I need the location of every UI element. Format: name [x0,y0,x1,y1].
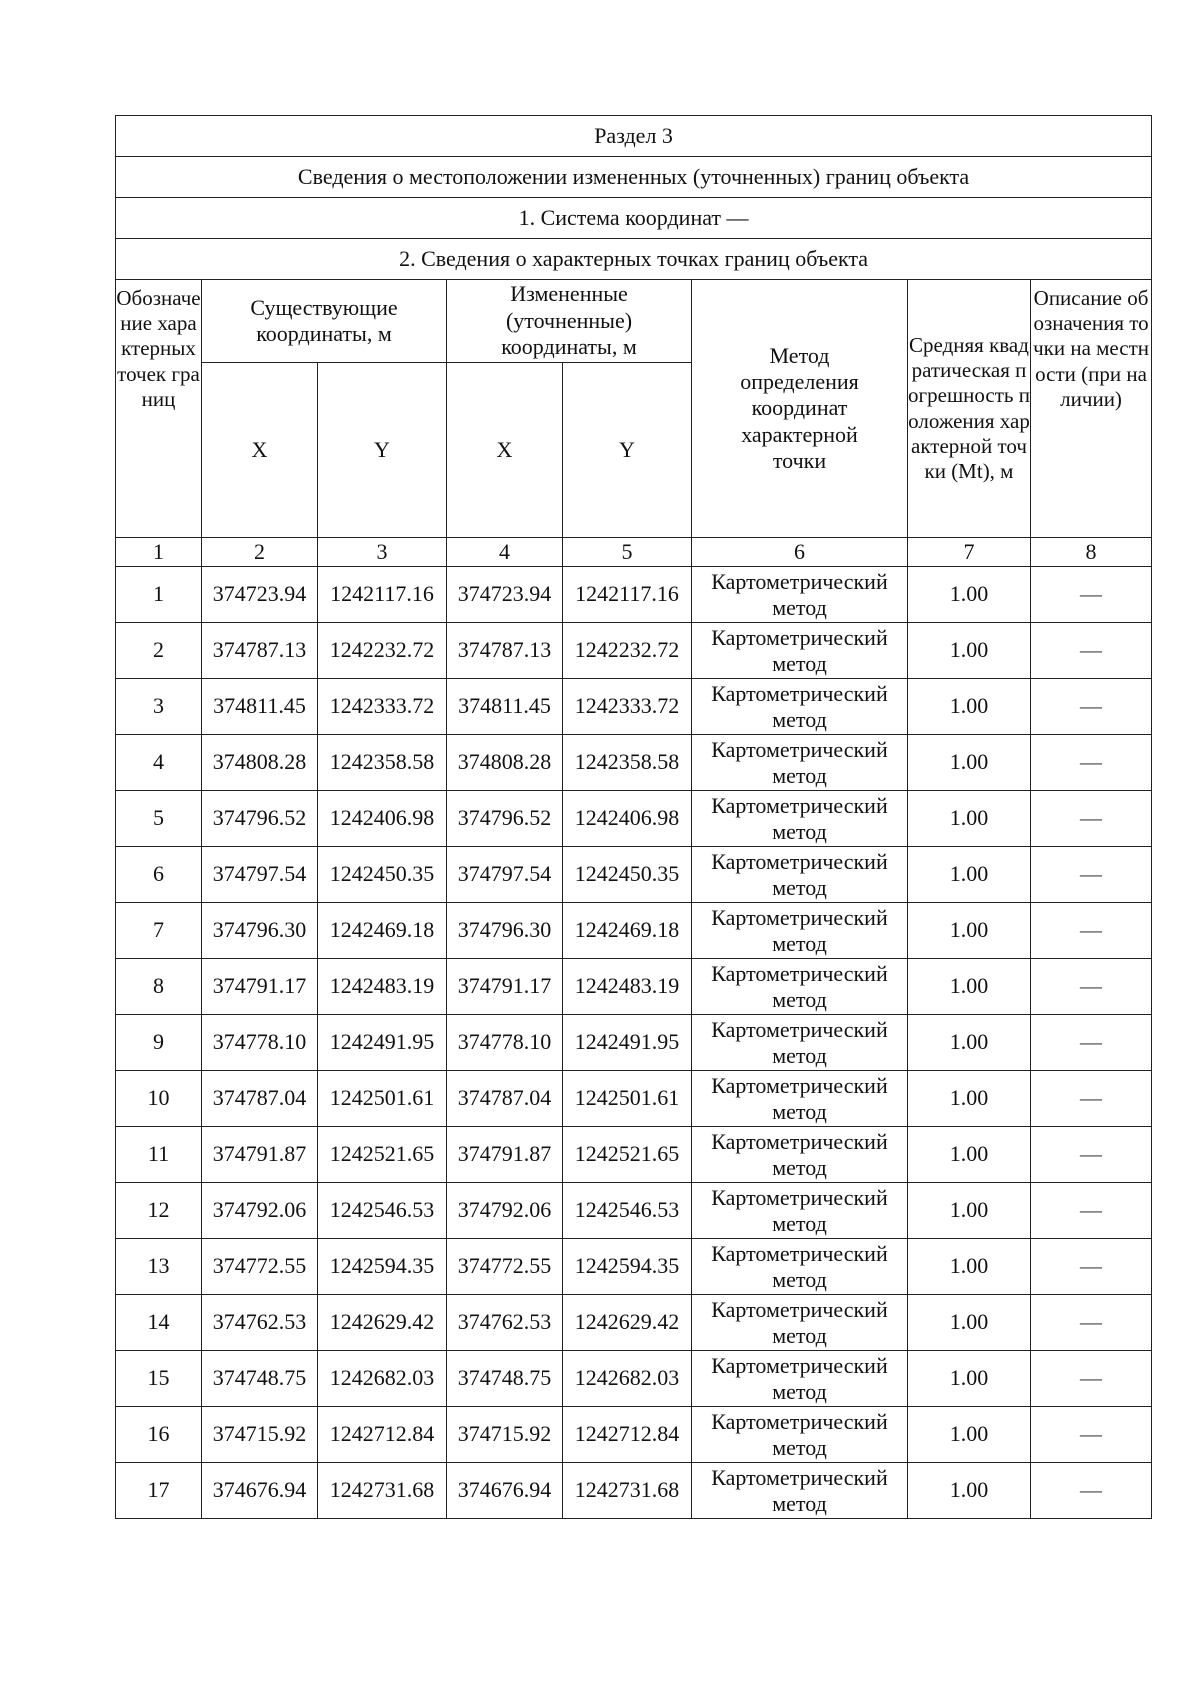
existing-x-cell: 374723.94 [202,567,318,623]
point-number-cell: 2 [116,623,202,679]
method-text: Картометрический [711,737,888,763]
description-cell: — [1031,1015,1152,1071]
changed-x-cell: 374808.28 [447,735,563,791]
existing-x-cell: 374787.13 [202,623,318,679]
accuracy-cell: 1.00 [908,735,1031,791]
header-changed-y: Y [563,363,692,538]
column-number: 8 [1031,538,1152,567]
column-number: 2 [202,538,318,567]
changed-x-cell: 374797.54 [447,847,563,903]
accuracy-cell: 1.00 [908,791,1031,847]
description-cell: — [1031,679,1152,735]
method-text: метод [772,1042,827,1068]
description-cell: — [1031,1127,1152,1183]
existing-y-cell: 1242629.42 [318,1295,447,1351]
changed-y-cell: 1242712.84 [563,1407,692,1463]
accuracy-cell: 1.00 [908,1351,1031,1407]
method-text: метод [772,1378,827,1404]
method-text: Картометрический [711,1073,888,1099]
method-text: Картометрический [711,793,888,819]
header-row-top [116,280,1152,363]
method-text: метод [772,594,827,620]
method-cell [692,1183,908,1239]
method-cell [692,623,908,679]
existing-x-cell: 374791.17 [202,959,318,1015]
changed-x-cell: 374796.30 [447,903,563,959]
accuracy-cell: 1.00 [908,1183,1031,1239]
header-accuracy: Средняя квадратическая погрешность положения характерной точки (Mt), м [908,280,1031,538]
table-row [116,567,1152,623]
changed-y-cell: 1242501.61 [563,1071,692,1127]
point-number-cell: 12 [116,1183,202,1239]
method-text: метод [772,1210,827,1236]
changed-y-cell: 1242682.03 [563,1351,692,1407]
method-text: Картометрический [711,1129,888,1155]
point-number-cell: 4 [116,735,202,791]
method-text: метод [772,1490,827,1516]
header-existing-y: Y [318,363,447,538]
point-number-cell: 6 [116,847,202,903]
method-text: метод [772,874,827,900]
table-row [116,1071,1152,1127]
point-number-cell: 8 [116,959,202,1015]
table-row [116,1407,1152,1463]
existing-x-cell: 374808.28 [202,735,318,791]
description-cell: — [1031,1071,1152,1127]
method-cell [692,1463,908,1519]
point-number-cell: 3 [116,679,202,735]
existing-y-cell: 1242406.98 [318,791,447,847]
method-cell [692,567,908,623]
changed-y-cell: 1242450.35 [563,847,692,903]
changed-x-cell: 374811.45 [447,679,563,735]
changed-y-cell: 1242491.95 [563,1015,692,1071]
table-row [116,623,1152,679]
changed-x-cell: 374762.53 [447,1295,563,1351]
header-existing-x: X [202,363,318,538]
existing-x-cell: 374762.53 [202,1295,318,1351]
method-cell [692,1351,908,1407]
point-number-cell: 7 [116,903,202,959]
changed-x-cell: 374796.52 [447,791,563,847]
description-cell: — [1031,1351,1152,1407]
method-cell [692,1295,908,1351]
table-row [116,847,1152,903]
column-number: 3 [318,538,447,567]
method-text: метод [772,930,827,956]
method-text: Картометрический [711,1297,888,1323]
description-cell: — [1031,1463,1152,1519]
header-method: Метод определения координат характерной точки [692,280,908,538]
existing-y-cell: 1242521.65 [318,1127,447,1183]
table-row [116,903,1152,959]
table-row [116,1015,1152,1071]
description-cell: — [1031,735,1152,791]
method-text: Картометрический [711,1241,888,1267]
method-cell [692,903,908,959]
existing-x-cell: 374676.94 [202,1463,318,1519]
changed-x-cell: 374748.75 [447,1351,563,1407]
changed-x-cell: 374791.87 [447,1127,563,1183]
table-row [116,1463,1152,1519]
existing-y-cell: 1242333.72 [318,679,447,735]
table-row [116,1351,1152,1407]
accuracy-cell: 1.00 [908,903,1031,959]
changed-x-cell: 374791.17 [447,959,563,1015]
changed-y-cell: 1242358.58 [563,735,692,791]
changed-y-cell: 1242594.35 [563,1239,692,1295]
accuracy-cell: 1.00 [908,1463,1031,1519]
method-text: метод [772,986,827,1012]
method-text: метод [772,1434,827,1460]
changed-x-cell: 374772.55 [447,1239,563,1295]
description-cell: — [1031,1183,1152,1239]
method-text: Картометрический [711,961,888,987]
method-text: метод [772,762,827,788]
method-text: Картометрический [711,1185,888,1211]
method-text: метод [772,706,827,732]
description-cell: — [1031,623,1152,679]
existing-y-cell: 1242491.95 [318,1015,447,1071]
accuracy-cell: 1.00 [908,679,1031,735]
header-description: Описание обозначения точки на местности (при наличии) [1031,280,1152,538]
table-row [116,735,1152,791]
points-heading: 2. Сведения о характерных точках границ объекта [116,239,1152,280]
point-number-cell: 1 [116,567,202,623]
changed-x-cell: 374676.94 [447,1463,563,1519]
column-number: 1 [116,538,202,567]
method-cell [692,1239,908,1295]
point-number-cell: 13 [116,1239,202,1295]
existing-x-cell: 374797.54 [202,847,318,903]
changed-x-cell: 374723.94 [447,567,563,623]
accuracy-cell: 1.00 [908,847,1031,903]
method-text: Картометрический [711,849,888,875]
existing-y-cell: 1242232.72 [318,623,447,679]
accuracy-cell: 1.00 [908,623,1031,679]
changed-y-cell: 1242469.18 [563,903,692,959]
method-cell [692,735,908,791]
existing-y-cell: 1242358.58 [318,735,447,791]
changed-x-cell: 374715.92 [447,1407,563,1463]
accuracy-cell: 1.00 [908,959,1031,1015]
column-number: 4 [447,538,563,567]
method-text: метод [772,1154,827,1180]
changed-y-cell: 1242546.53 [563,1183,692,1239]
existing-x-cell: 374778.10 [202,1015,318,1071]
method-cell [692,1071,908,1127]
existing-y-cell: 1242483.19 [318,959,447,1015]
section-row [116,116,1152,157]
existing-x-cell: 374748.75 [202,1351,318,1407]
method-text: метод [772,1322,827,1348]
point-number-cell: 16 [116,1407,202,1463]
existing-x-cell: 374796.52 [202,791,318,847]
method-text: метод [772,818,827,844]
table-row [116,791,1152,847]
changed-x-cell: 374787.04 [447,1071,563,1127]
changed-x-cell: 374787.13 [447,623,563,679]
accuracy-cell: 1.00 [908,567,1031,623]
header-changed-coordinates: Измененные (уточненные) координаты, м [447,280,692,363]
existing-x-cell: 374715.92 [202,1407,318,1463]
existing-y-cell: 1242450.35 [318,847,447,903]
existing-x-cell: 374787.04 [202,1071,318,1127]
accuracy-cell: 1.00 [908,1295,1031,1351]
column-number: 5 [563,538,692,567]
description-cell: — [1031,959,1152,1015]
existing-y-cell: 1242469.18 [318,903,447,959]
existing-y-cell: 1242546.53 [318,1183,447,1239]
table-row [116,1127,1152,1183]
existing-x-cell: 374811.45 [202,679,318,735]
table-row [116,1239,1152,1295]
method-text: Картометрический [711,569,888,595]
changed-y-cell: 1242406.98 [563,791,692,847]
coordinate-system: 1. Система координат — [116,198,1152,239]
description-cell: — [1031,567,1152,623]
changed-y-cell: 1242483.19 [563,959,692,1015]
method-text: Картометрический [711,905,888,931]
accuracy-cell: 1.00 [908,1407,1031,1463]
method-cell [692,1407,908,1463]
existing-x-cell: 374772.55 [202,1239,318,1295]
existing-x-cell: 374796.30 [202,903,318,959]
existing-y-cell: 1242682.03 [318,1351,447,1407]
table-row [116,1183,1152,1239]
existing-y-cell: 1242594.35 [318,1239,447,1295]
table-row [116,1295,1152,1351]
existing-y-cell: 1242117.16 [318,567,447,623]
method-cell [692,791,908,847]
description-cell: — [1031,847,1152,903]
column-numbers-row [116,538,1152,567]
table-row [116,679,1152,735]
description-cell: — [1031,1239,1152,1295]
point-number-cell: 14 [116,1295,202,1351]
method-text: Картометрический [711,681,888,707]
point-number-cell: 9 [116,1015,202,1071]
point-number-cell: 11 [116,1127,202,1183]
accuracy-cell: 1.00 [908,1071,1031,1127]
method-text: метод [772,1098,827,1124]
method-cell [692,959,908,1015]
point-number-cell: 10 [116,1071,202,1127]
accuracy-cell: 1.00 [908,1239,1031,1295]
point-number-cell: 15 [116,1351,202,1407]
description-cell: — [1031,1295,1152,1351]
existing-x-cell: 374792.06 [202,1183,318,1239]
method-cell [692,847,908,903]
method-cell [692,1127,908,1183]
header-existing-coordinates: Существующие координаты, м [202,280,447,363]
method-text: Картометрический [711,1353,888,1379]
existing-y-cell: 1242731.68 [318,1463,447,1519]
changed-x-cell: 374778.10 [447,1015,563,1071]
method-text: Картометрический [711,1465,888,1491]
section-subtitle: Сведения о местоположении измененных (уточненных) границ объекта [116,157,1152,198]
method-text: Картометрический [711,1017,888,1043]
coordinate-system-row [116,198,1152,239]
changed-x-cell: 374792.06 [447,1183,563,1239]
method-text: Картометрический [711,1409,888,1435]
description-cell: — [1031,1407,1152,1463]
changed-y-cell: 1242232.72 [563,623,692,679]
existing-x-cell: 374791.87 [202,1127,318,1183]
point-number-cell: 17 [116,1463,202,1519]
header-point-id: Обозначение характерных точек границ [116,280,202,538]
method-text: метод [772,1266,827,1292]
existing-y-cell: 1242712.84 [318,1407,447,1463]
header-changed-x: X [447,363,563,538]
existing-y-cell: 1242501.61 [318,1071,447,1127]
point-number-cell: 5 [116,791,202,847]
subtitle-row [116,157,1152,198]
description-cell: — [1031,791,1152,847]
accuracy-cell: 1.00 [908,1127,1031,1183]
method-text: метод [772,650,827,676]
method-text: Картометрический [711,625,888,651]
boundary-points-table [115,115,1152,1519]
accuracy-cell: 1.00 [908,1015,1031,1071]
changed-y-cell: 1242521.65 [563,1127,692,1183]
method-cell [692,679,908,735]
description-cell: — [1031,903,1152,959]
method-cell [692,1015,908,1071]
changed-y-cell: 1242117.16 [563,567,692,623]
column-number: 6 [692,538,908,567]
table-row [116,959,1152,1015]
changed-y-cell: 1242333.72 [563,679,692,735]
column-number: 7 [908,538,1031,567]
points-heading-row [116,239,1152,280]
section-title: Раздел 3 [116,116,1152,157]
changed-y-cell: 1242629.42 [563,1295,692,1351]
changed-y-cell: 1242731.68 [563,1463,692,1519]
